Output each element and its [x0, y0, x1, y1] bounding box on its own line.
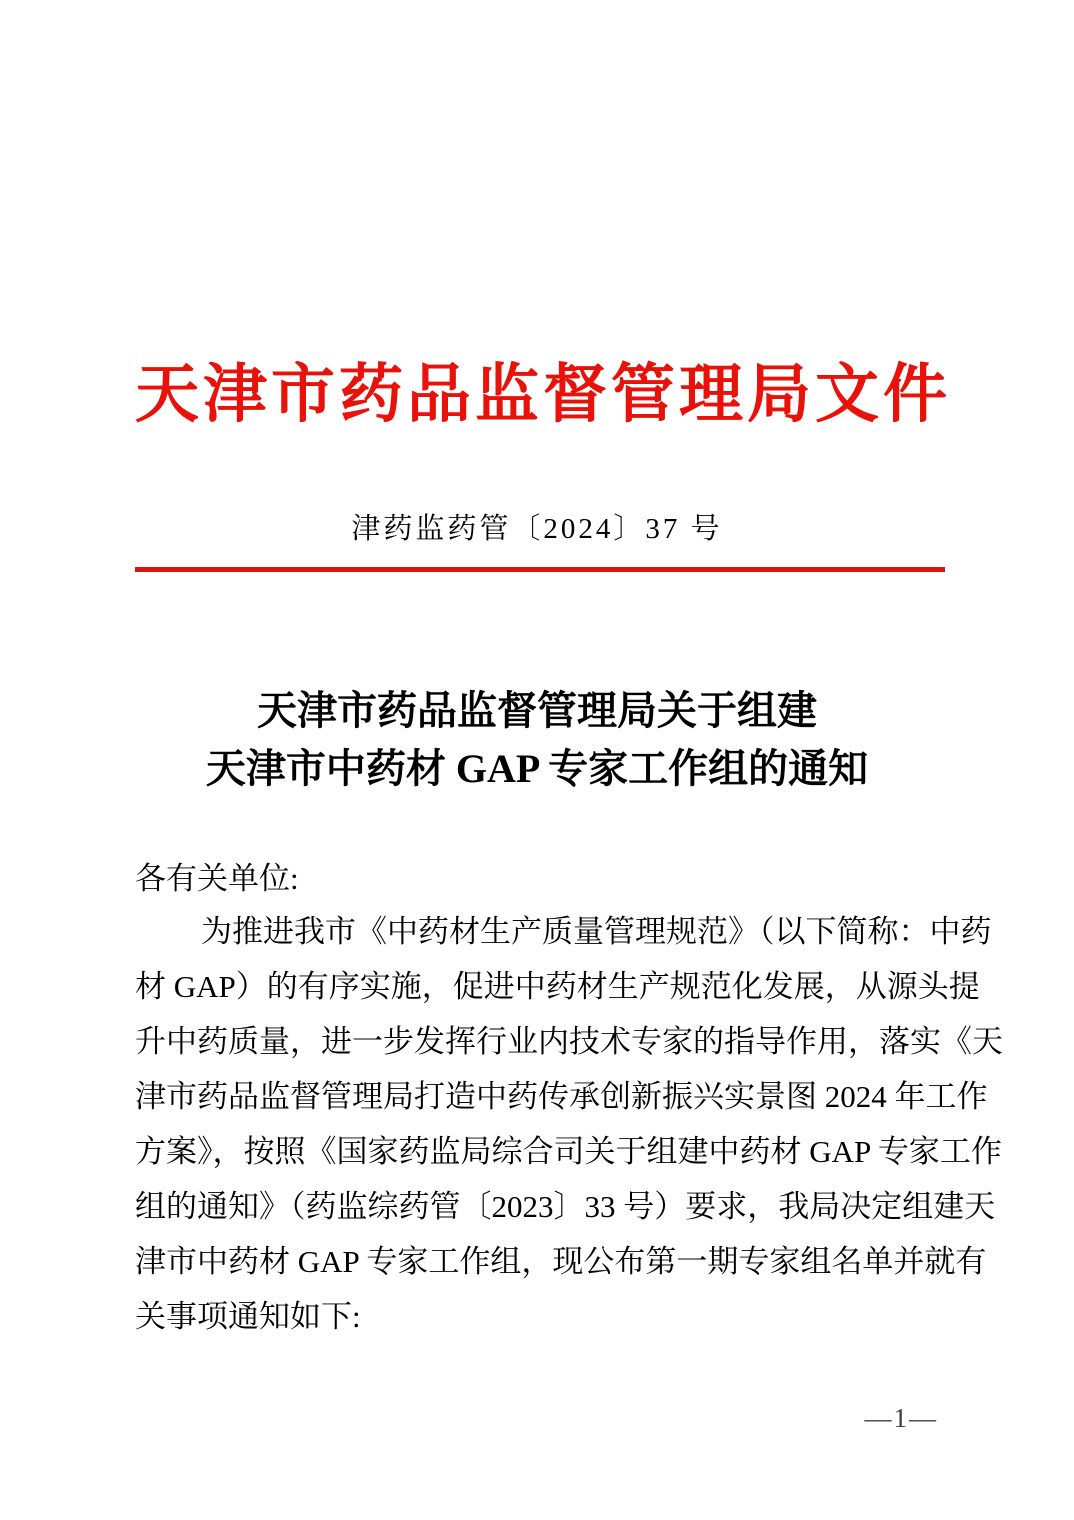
document-reference-number: 津药监药管〔2024〕37 号 — [351, 513, 723, 545]
paragraph-line: 材 GAP）的有序实施，促进中药材生产规范化发展，从源头提 — [135, 969, 980, 1004]
paragraph-line: 方案》，按照《国家药监局综合司关于组建中药材 GAP 专家工作 — [135, 1134, 1002, 1169]
body-paragraph — [135, 904, 1003, 1344]
page-number: —1— — [864, 1403, 938, 1433]
paragraph-line: 津市中药材 GAP 专家工作组，现公布第一期专家组名单并就有 — [135, 1244, 987, 1279]
paragraph-line: 为推进我市《中药材生产质量管理规范》（以下简称：中药 — [201, 914, 992, 949]
paragraph-line: 津市药品监督管理局打造中药传承创新振兴实景图 2024 年工作 — [135, 1079, 988, 1114]
paragraph-line: 关事项通知如下: — [135, 1299, 361, 1334]
document-title-line-1: 天津市药品监督管理局关于组建 — [257, 688, 817, 733]
document-title — [0, 682, 1074, 798]
salutation-line: 各有关单位: — [135, 861, 299, 896]
red-divider-line — [135, 567, 945, 572]
paragraph-line: 升中药质量，进一步发挥行业内技术专家的指导作用，落实《天 — [135, 1024, 1003, 1059]
paragraph-line: 组的通知》（药监综药管〔2023〕33 号）要求，我局决定组建天 — [135, 1189, 996, 1224]
document-title-line-2: 天津市中药材 GAP 专家工作组的通知 — [205, 746, 869, 791]
document-header-agency-title: 天津市药品监督管理局文件 — [135, 359, 947, 430]
